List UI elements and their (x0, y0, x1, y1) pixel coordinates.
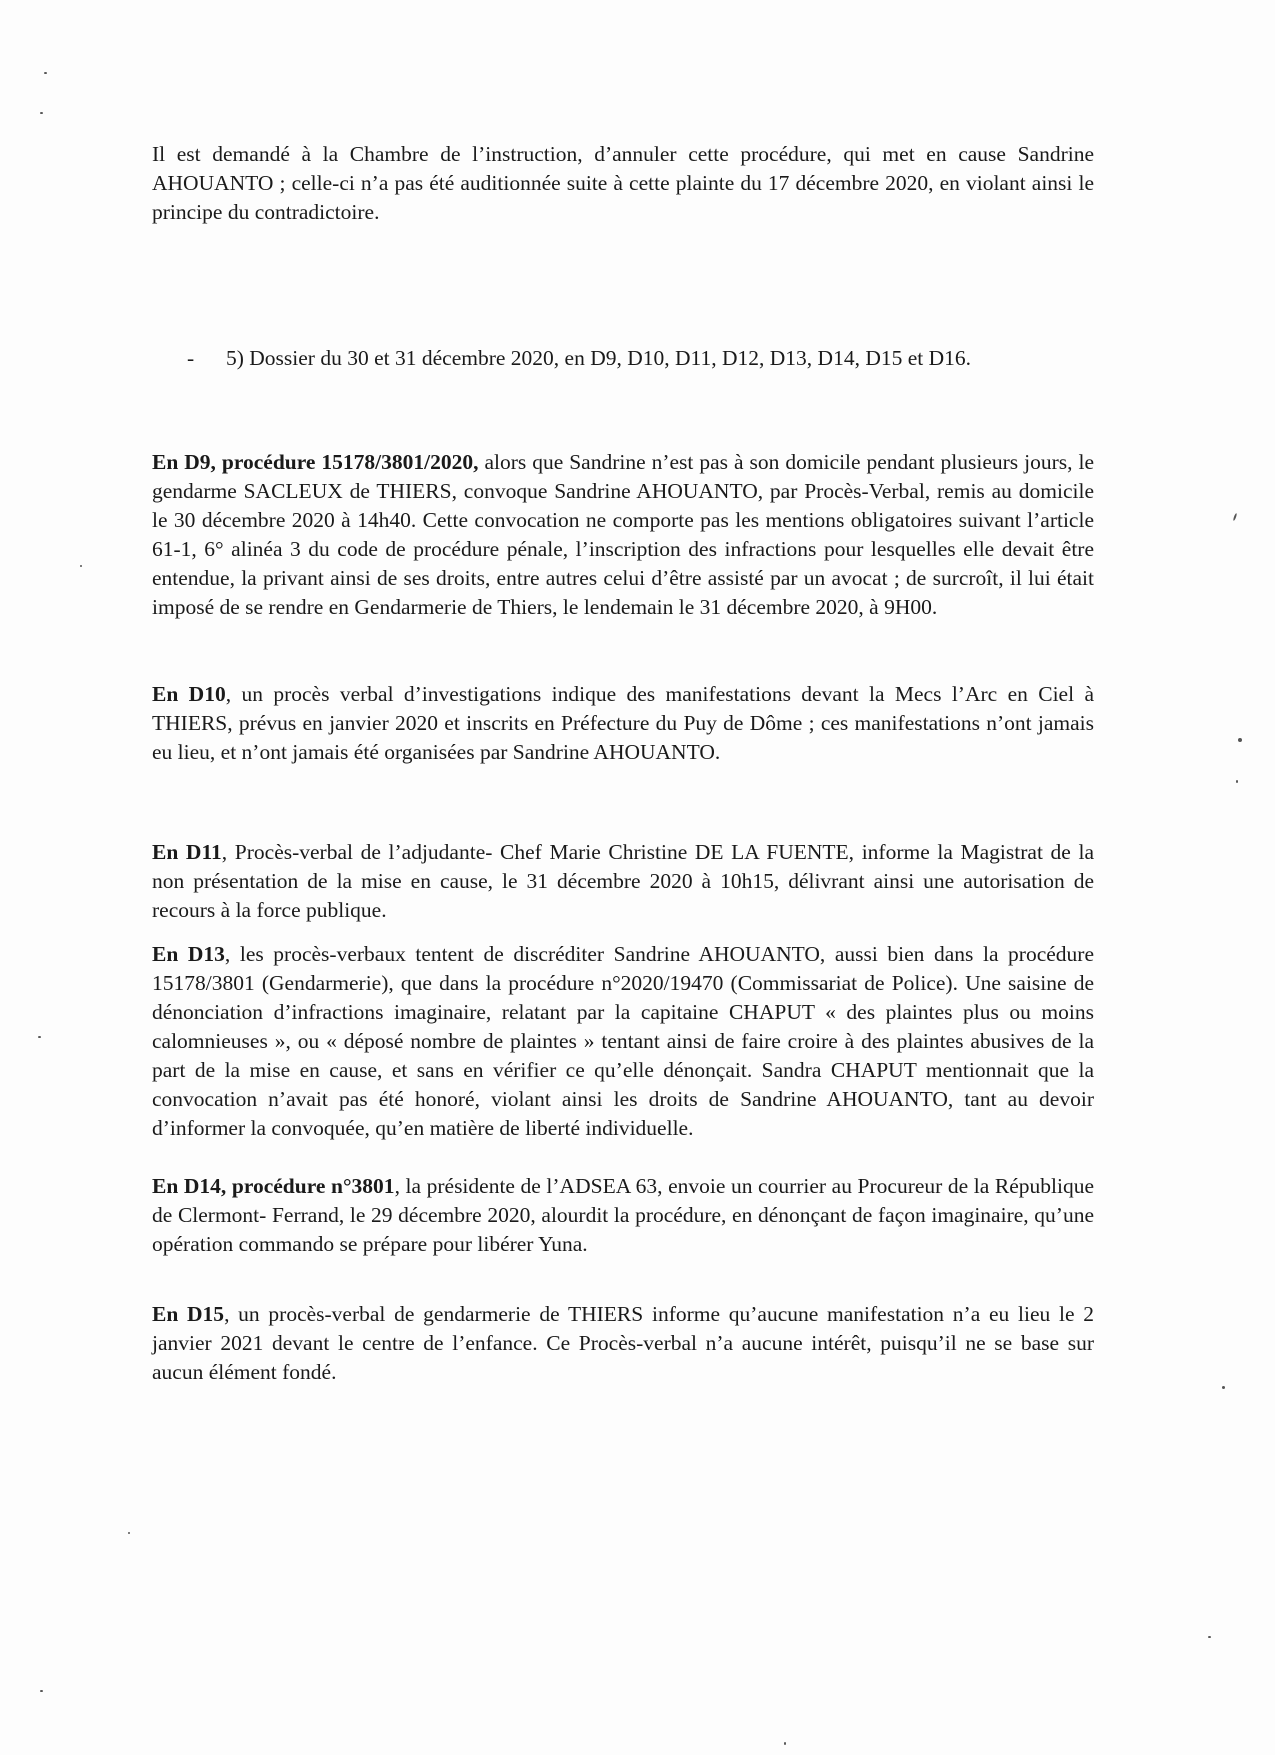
paragraph-d11-lead: En D11 (152, 840, 222, 864)
scan-speck (40, 1690, 43, 1692)
paragraph-d13-lead: En D13 (152, 942, 225, 966)
paragraph-d9 (152, 448, 1094, 622)
paragraph-annulation-request: Il est demandé à la Chambre de l’instruction, d’annuler cette procédure, qui met en cause Sandrine AHOUANTO ; celle-ci n’a pas été auditionnée suite à cette plainte du 17 décembre 2020, en violant ainsi le principe du contradictoire. (152, 142, 1094, 224)
scan-speck (784, 1742, 786, 1745)
paragraph-d13 (152, 940, 1094, 1143)
scan-speck (80, 565, 82, 567)
paragraph-d15 (152, 1300, 1094, 1387)
paragraph-d9-text: alors que Sandrine n’est pas à son domicile pendant plusieurs jours, le gendarme SACLEUX de THIERS, convoque Sandrine AHOUANTO, par Procès-Verbal, remis au domicile le 30 décembre 2020 à 14h40. Cette convocation ne comporte pas les mentions obligatoires suivant l’article 61-1, 6° alinéa 3 du code de procédure pénale, l’inscription des infractions pour lesquelles elle devait être entendue, la privant ainsi de ses droits, entre autres celui d’être assisté par un avocat ; de surcroît, il lui était imposé de se rendre en Gendarmerie de Thiers, le lendemain le 31 décembre 2020, à 9H00. (152, 450, 1094, 619)
scan-speck (40, 112, 43, 114)
scan-speck (1222, 1386, 1225, 1389)
paragraph-d10 (152, 680, 1094, 767)
scan-speck (1233, 513, 1238, 521)
scan-speck (128, 1532, 130, 1534)
paragraph-d15-text: , un procès-verbal de gendarmerie de THIERS informe qu’aucune manifestation n’a eu lieu le 2 janvier 2021 devant le centre de l’enfance. Ce Procès-verbal n’a aucune intérêt, puisqu’il ne se base sur aucun élément fondé. (152, 1302, 1094, 1384)
paragraph-d14-lead: En D14, procédure n°3801 (152, 1174, 395, 1198)
list-item-dossier-5: 5) Dossier du 30 et 31 décembre 2020, en D9, D10, D11, D12, D13, D14, D15 et D16. (226, 346, 972, 370)
paragraph-d11 (152, 838, 1094, 925)
paragraph-d9-lead: En D9, procédure 15178/3801/2020, (152, 450, 479, 474)
paragraph-d15-lead: En D15 (152, 1302, 225, 1326)
scan-speck (1208, 1636, 1211, 1638)
paragraph-d11-text: , Procès-verbal de l’adjudante- Chef Marie Christine DE LA FUENTE, informe la Magistrat de la non présentation de la mise en cause, le 31 décembre 2020 à 10h15, délivrant ainsi une autorisation de recours à la force publique. (152, 840, 1094, 922)
paragraph-d13-text: , les procès-verbaux tentent de discréditer Sandrine AHOUANTO, aussi bien dans la procédure 15178/3801 (Gendarmerie), que dans la procédure n°2020/19470 (Commissariat de Police). Une saisine de dénonciation d’infractions imaginaire, relatant par la capitaine CHAPUT « des plaintes plus ou moins calomnieuses », ou « déposé nombre de plaintes » tentant ainsi de faire croire à des plaintes abusives de la part de la mise en cause, et sans en vérifier ce qu’elle dénonçait. Sandra CHAPUT mentionnait que la convocation n’avait pas été honoré, violant ainsi les droits de Sandrine AHOUANTO, tant au devoir d’informer la convoquée, qu’en matière de liberté individuelle. (152, 942, 1094, 1140)
paragraph-d10-text: , un procès verbal d’investigations indique des manifestations devant la Mecs l’Arc en Ciel à THIERS, prévus en janvier 2020 et inscrits en Préfecture du Puy de Dôme ; ces manifestations n’ont jamais eu lieu, et n’ont jamais été organisées par Sandrine AHOUANTO. (152, 682, 1094, 764)
paragraph-d14-text: , la présidente de l’ADSEA 63, envoie un courrier au Procureur de la République de Clermont- Ferrand, le 29 décembre 2020, alourdit la procédure, en dénonçant de façon imaginaire, qu’une opération commando se prépare pour libérer Yuna. (152, 1174, 1094, 1256)
scan-speck (38, 1036, 41, 1038)
scan-speck (1236, 780, 1238, 783)
paragraph-d14 (152, 1172, 1094, 1259)
paragraph-d10-lead: En D10 (152, 682, 226, 706)
scan-speck (1238, 738, 1242, 742)
scan-speck (44, 72, 47, 74)
list-dash: - (187, 346, 195, 370)
